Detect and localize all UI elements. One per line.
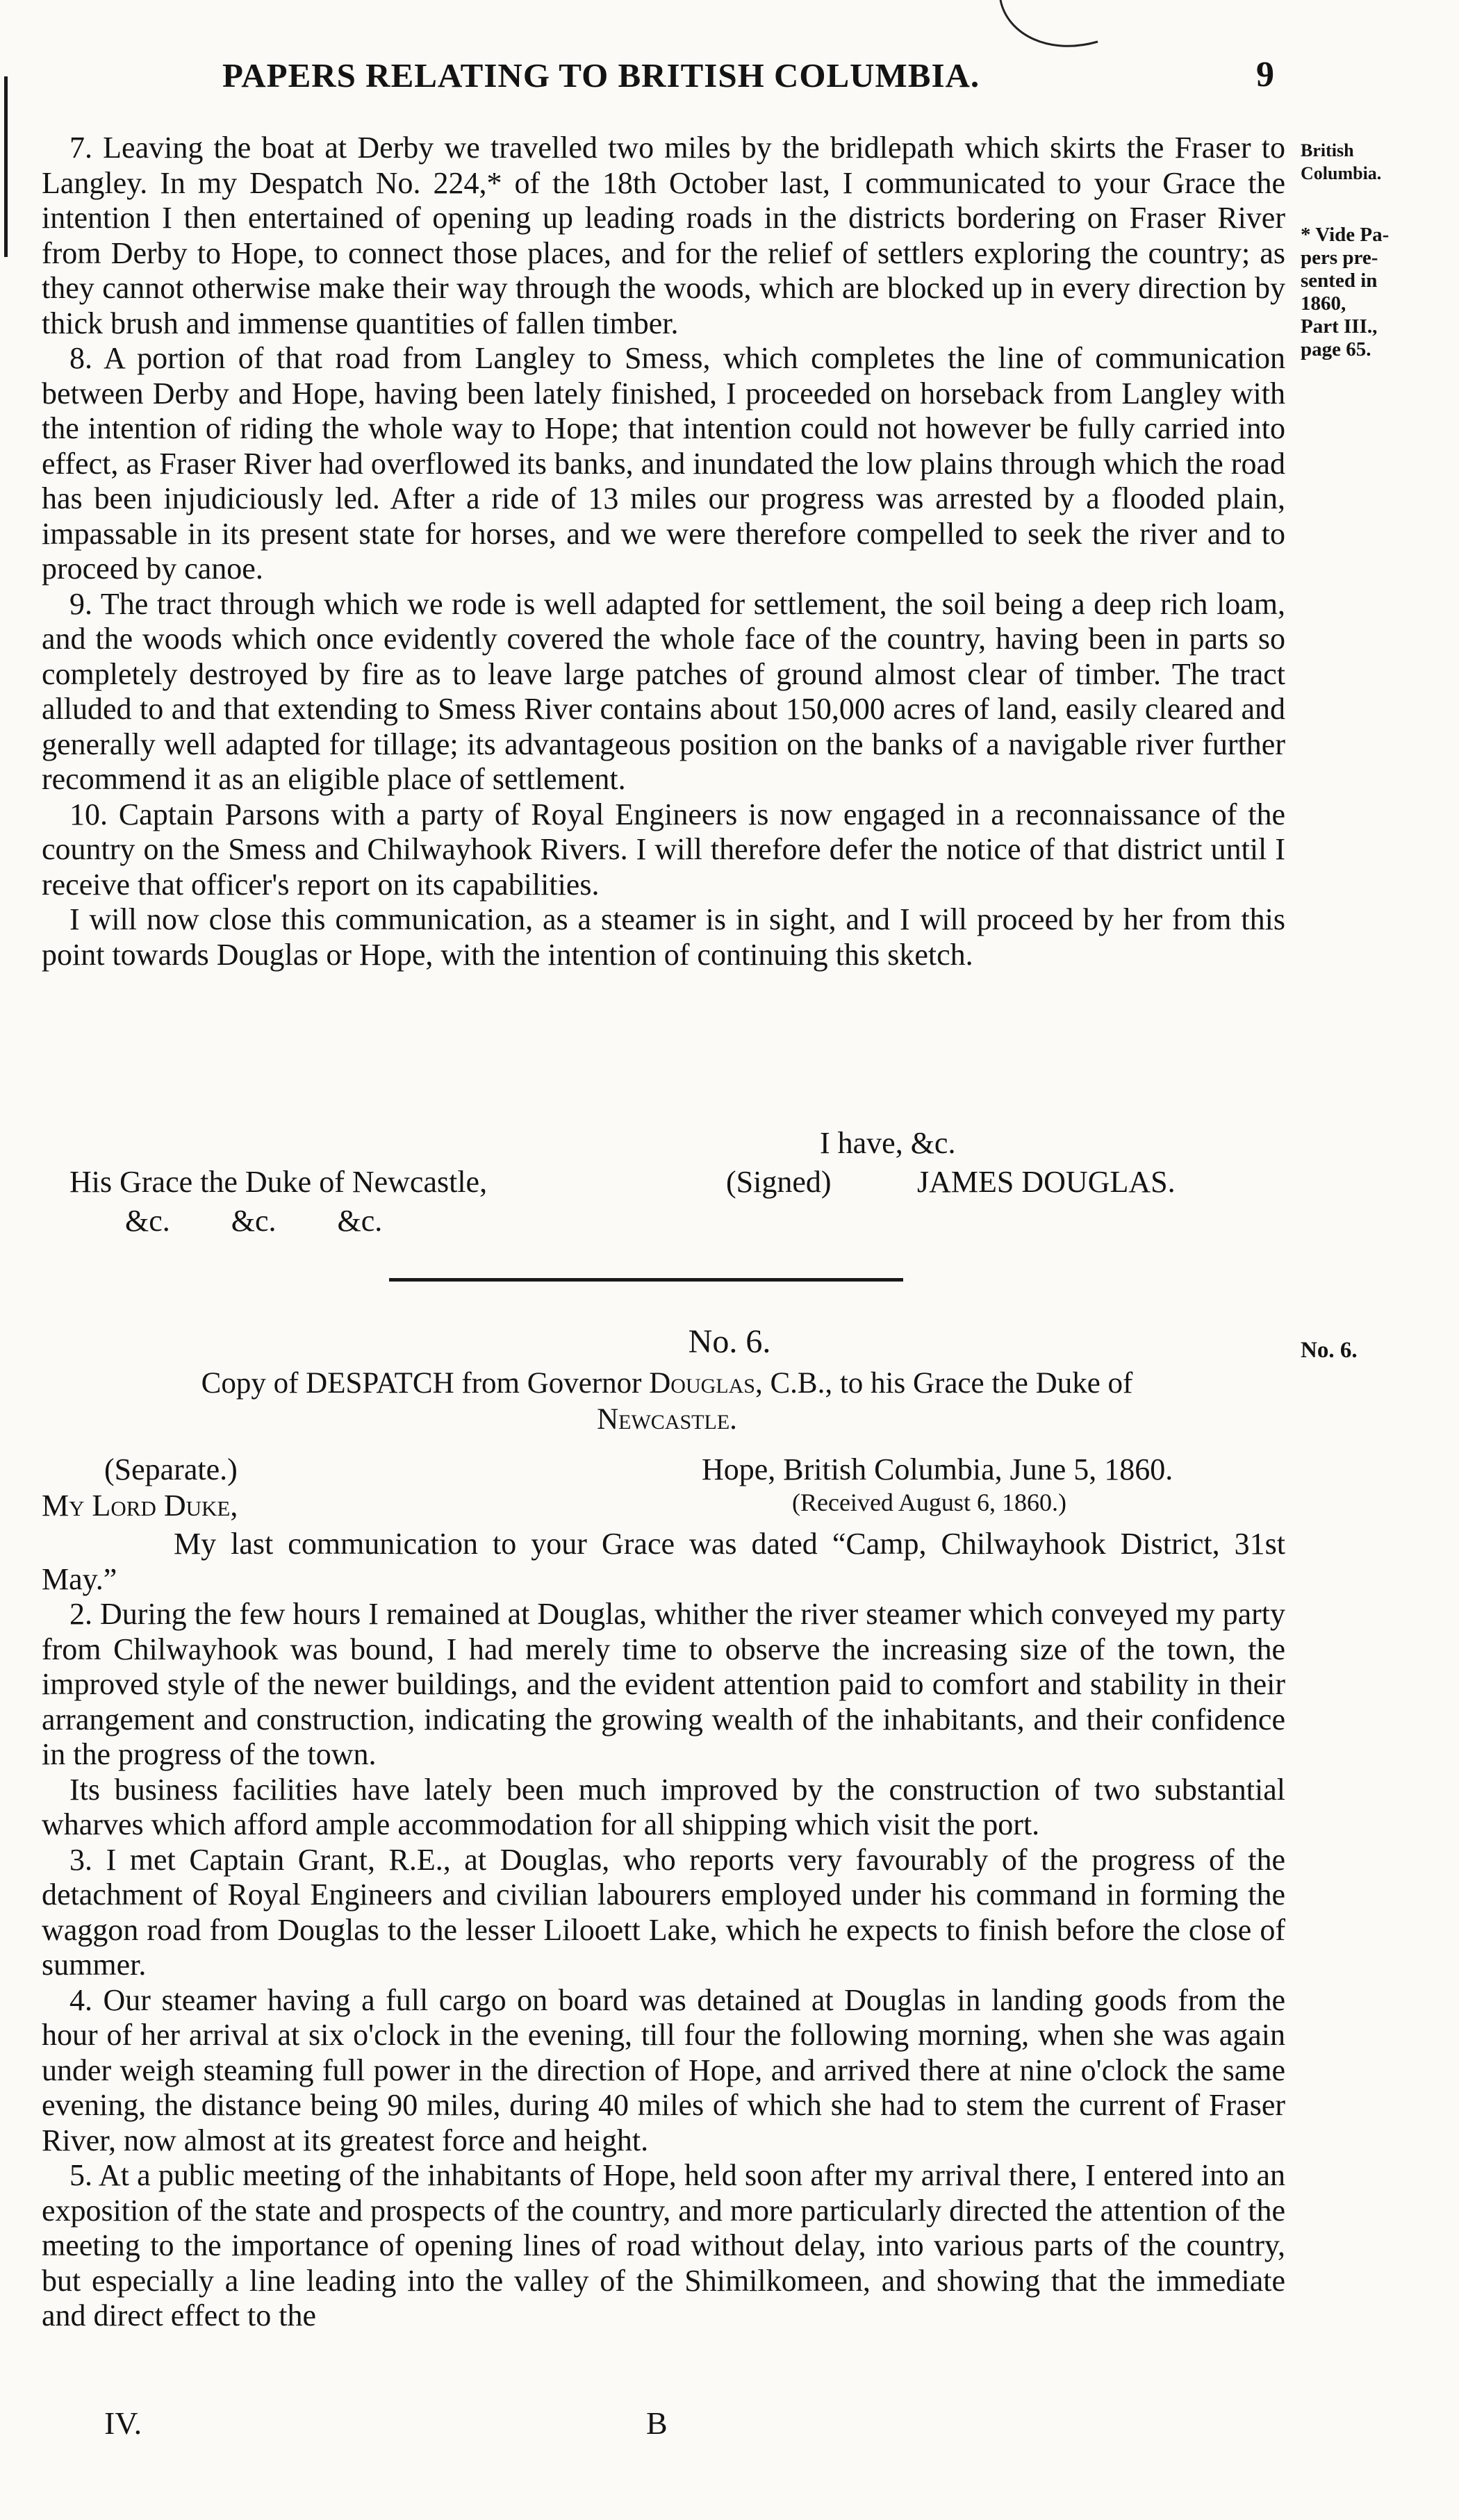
despatch-place-date: Hope, British Columbia, June 5, 1860. (702, 1452, 1173, 1486)
section-divider (389, 1278, 903, 1282)
margin-note-british-columbia (1301, 139, 1446, 185)
despatch-paragraph-3: 3. I met Captain Grant, R.E., at Douglas, who reports very favourably of the progress of the detachment of Royal Engineers and civilian labourers employed under his command in forming the waggon road from Douglas to the lesser Lilooett Lake, which he expects to finish before the close of summer. (42, 1842, 1285, 1982)
despatch-received: (Received August 6, 1860.) (792, 1489, 1066, 1516)
pen-stroke-mark (994, 0, 1105, 63)
despatch-body (42, 1527, 1285, 2334)
margin-note-line: Part III., (1301, 315, 1378, 338)
closing-signed: (Signed) (726, 1165, 832, 1199)
despatch-title-pre: Copy of DESPATCH from Governor (201, 1367, 650, 1400)
binding-edge-mark (4, 76, 8, 257)
despatch-title (56, 1366, 1278, 1438)
despatch-separate: (Separate.) (104, 1452, 238, 1486)
closing-etc: &c. &c. &c. (125, 1204, 383, 1238)
margin-note-vide-papers (1301, 224, 1446, 361)
closing-i-have: I have, &c. (820, 1126, 956, 1160)
margin-note-line: * Vide Pa- (1301, 224, 1390, 246)
despatch-paragraph-4: 4. Our steamer having a full cargo on board was detained at Douglas in landing goods from the hour of her arrival at six o'clock in the evening, till four the following morning, when she was again under weigh steaming full power in the direction of Hope, and arrived there at nine o'clock the same evening, the distance being 90 miles, during 40 miles of which she had to stem the current of Fraser River, now almost at its greatest force and height. (42, 1982, 1285, 2157)
letter-body (42, 131, 1285, 972)
despatch-paragraph-1: My last communication to your Grace was dated “Camp, Chilwayhook District, 31st May.” (42, 1527, 1285, 1596)
despatch-title-name: Douglas (649, 1367, 755, 1400)
page-number: 9 (1256, 55, 1274, 94)
margin-note-line: sented in (1301, 270, 1378, 292)
footer-signature-mark: B (646, 2405, 668, 2441)
margin-note-line: Columbia. (1301, 163, 1382, 183)
paragraph-closing: I will now close this communication, as a steamer is in sight, and I will proceed by her from this point towards Douglas or Hope, with the intention of continuing this sketch. (42, 902, 1285, 972)
footer-volume: IV. (104, 2405, 142, 2441)
paragraph-8: 8. A portion of that road from Langley to Smess, which completes the line of communication between Derby and Hope, having been lately finished, I proceeded on horseback from Langley with the intention of riding the whole way to Hope; that intention could not however be fully carried into effect, as Fraser River had overflowed its banks, and inundated the low plains through which the road has been injudiciously led. After a ride of 13 miles our progress was arrested by a flooded plain, impassable in its present state for horses, and we were therefore compelled to seek the river and to proceed by canoe. (42, 341, 1285, 586)
margin-note-no6: No. 6. (1301, 1338, 1358, 1363)
despatch-paragraph-2: 2. During the few hours I remained at Douglas, whither the river steamer which conveyed my party from Chilwayhook was bound, I had merely time to observe the increasing size of the town, the improved style of the newer buildings, and the evident attention paid to comfort and stability in their arrangement and construction, indicating the growing wealth of the inhabitants, and their confidence in the progress of the town. (42, 1597, 1285, 1771)
despatch-paragraph-5: 5. At a public meeting of the inhabitants of Hope, held soon after my arrival there, I entered into an exposition of the state and prospects of the country, and more particularly directed the attention of the meeting to the importance of opening lines of road without delay, into various parts of the country, but especially a line leading into the valley of the Shimilkomeen, and showing that the immediate and direct effect to the (42, 2158, 1285, 2332)
paragraph-9: 9. The tract through which we rode is well adapted for settlement, the soil being a deep rich loam, and the woods which once evidently covered the whole face of the country, having been in parts so completely destroyed by fire as to leave large patches of ground almost clear of timber. The tract alluded to and that extending to Smess River contains about 150,000 acres of land, easily cleared and generally well adapted for tillage; its advantageous position on the banks of a navigable river further recommend it as an eligible place of settlement. (42, 586, 1285, 796)
closing-addressee: His Grace the Duke of Newcastle, (69, 1165, 488, 1199)
despatch-paragraph-2b: Its business facilities have lately been much improved by the construction of two substantial wharves which afford ample accommodation for all shipping which visit the port. (42, 1772, 1285, 1841)
paragraph-10: 10. Captain Parsons with a party of Royal Engineers is now engaged in a reconnaissance of the country on the Smess and Chilwayhook Rivers. I will therefore defer the notice of that district until I receive that officer's report on its capabilities. (42, 797, 1285, 902)
running-head: PAPERS RELATING TO BRITISH COLUMBIA. (222, 56, 980, 94)
margin-note-line: 1860, (1301, 292, 1346, 315)
despatch-title-mid: , C.B., to his Grace the Duke of (755, 1367, 1133, 1400)
despatch-title-end: Newcastle. (597, 1403, 737, 1436)
margin-note-line: pers pre- (1301, 247, 1378, 269)
margin-note-line: page 65. (1301, 338, 1371, 360)
paragraph-7: 7. Leaving the boat at Derby we travelled two miles by the bridlepath which skirts the Fraser to Langley. In my Despatch No. 224,* of the 18th October last, I communicated to your Grace the intention I then entertained of opening up leading roads in the districts bordering on Fraser River from Derby to Hope, to connect those places, and for the relief of settlers exploring the country; as they cannot otherwise make their way through the woods, which are blocked up in every direction by thick brush and immense quantities of fallen timber. (42, 131, 1285, 340)
despatch-salutation: My Lord Duke, (42, 1489, 238, 1523)
margin-note-line: British (1301, 140, 1354, 160)
closing-signatory: JAMES DOUGLAS. (917, 1165, 1176, 1199)
despatch-number: No. 6. (688, 1323, 771, 1360)
